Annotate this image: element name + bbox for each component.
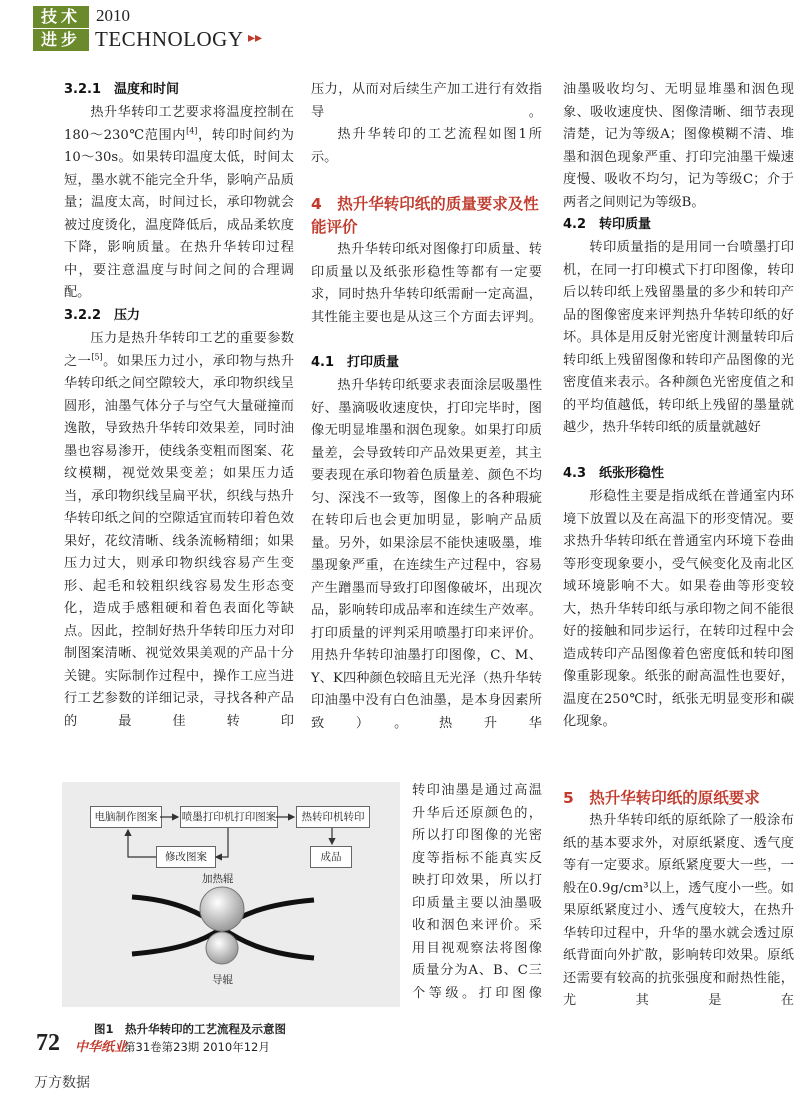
paragraph-print-quality-narrow: 转印油墨是通过高温升华后还原颜色的，所以打印图像的光密度等指标不能真实反映打印效果，所以打印质量主要以油墨吸收和洇色来评价。采用目视观察法将图像质量分为A、B、C三个等级。打印图像 <box>412 783 542 1001</box>
subheading-3-2-2: 3.2.2 压力 <box>64 308 141 323</box>
section-heading-4: 4 热升华转印纸的质量要求及性能评价 <box>311 195 539 236</box>
paragraph-pressure: 压力是热升华转印工艺的重要参数之一[5]。如果压力过小，承印物与热升华转印纸之间空隙较大，承印物织线呈圆形，油墨气体分子与空气大量碰撞而逸散，导致热升华转印效果差，同时油墨也容易渗开，使线条变粗而图案、花纹模糊，视觉效果变差；如果压力适当，承印物织线呈扁平状，织线与热升华转印纸之间的空隙适宜而转印着色效果好，花纹清晰、线条流畅精细；如果压力过大，则承印物织线容易产生变形、起毛和较粗织线容易发生形态变化，造成手感粗硬和着色表面化等缺点。因此，控制好热升华转印压力对印制图案清晰、视觉效果美观的产品十分关键。实际制作过程中，操作工应当进行工艺参数的详细记录，寻找各种产品的最佳转印 <box>64 331 295 729</box>
paragraph-pressure-cont: 压力，从而对后续生产加工进行有效指导。 <box>311 82 542 120</box>
subheading-4-2: 4.2 转印质量 <box>563 217 652 232</box>
paragraph-base-paper: 热升华转印纸的原纸除了一般涂布纸的基本要求外，对原纸紧度、透气度等有一定要求。原纸紧度要大一些，一般在0.9g/cm³以上，透气度小一些。如果原纸紧度过小、透气度较大，在热升华转印过程中，升华的墨水就会透过原纸背面向外扩散，影响转印效果。原纸还需要有较高的抗张强度和耐热性能，尤其是在 <box>563 813 794 1008</box>
flow-box-printer: 喷墨打印机打印图案 <box>180 806 278 828</box>
heat-roller-icon <box>200 887 244 931</box>
double-arrow-icon: ▸▸ <box>248 30 263 46</box>
paragraph-section-4: 热升华转印纸对图像打印质量、转印质量以及纸张形稳性等都有一定要求，同时热升华转印纸需耐一定高温，其性能主要也是从这三个方面去评判。 <box>311 242 542 325</box>
header-title: TECHNOLOGY <box>95 27 244 51</box>
journal-logo: 中华纸业 <box>75 1040 128 1055</box>
header-year: 2010 <box>96 6 130 25</box>
flow-box-transfer: 热转印机转印 <box>296 806 370 828</box>
paragraph-flow-ref: 热升华转印的工艺流程如图1所示。 <box>311 127 542 165</box>
issue-info: 第31卷第23期 2010年12月 <box>124 1040 270 1054</box>
watermark: 万方数据 <box>34 1075 90 1091</box>
guide-roller-icon <box>206 932 238 964</box>
figure-1-caption: 图1 热升华转印的工艺流程及示意图 <box>94 1022 286 1036</box>
label-heat-roller: 加热辊 <box>202 873 234 885</box>
flow-box-product: 成品 <box>310 846 352 868</box>
subheading-3-2-1: 3.2.1 温度和时间 <box>64 82 180 97</box>
section-heading-5: 5 热升华转印纸的原纸要求 <box>563 789 760 807</box>
paragraph-temperature: 热升华转印工艺要求将温度控制在180～230℃范围内[4]，转印时间约为10～30s。如果转印温度太低，时间太短，墨水就不能完全升华，影响产品质量；温度太高，时间过长，承印物就会被过度烫化，温度降低后，成品柔软度下降，影响质量。在热升华转印过程中，要注意温度与时间之间的合理调配。 <box>64 105 294 300</box>
section-tag-bottom: 进步 <box>33 29 89 51</box>
paragraph-dimensional-stability: 形稳性主要是指成纸在普通室内环境下放置以及在高温下的形变情况。要求热升华转印纸在普通室内环境下卷曲等形变现象要小，受气候变化及南北区域环境影响不大。如果卷曲等形变较大，热升华转印纸与承印物之间不能很好的接触和同步运行，在转印过程中会造成转印产品图像着色密度低和转印图像重影现象。纸张的耐高温性也要好，温度在250℃时，纸张无明显变形和碳化现象。 <box>563 489 794 729</box>
subheading-4-1: 4.1 打印质量 <box>311 355 400 370</box>
flow-box-modify: 修改图案 <box>156 846 216 868</box>
paragraph-print-quality: 热升华转印纸要求表面涂层吸墨性好、墨滴吸收速度快，打印完毕时，图像无明显堆墨和洇色现象。如果打印质量差，会导致转印产品效果更差，其主要表现在承印物着色质量差、颜色不均匀、深浅不一致等，图像上的各种瑕疵在转印后也会更加明显，影响产品质量。另外，如果涂层不能快速吸墨，堆墨现象严重，在连续生产过程中，容易产生蹭墨而导致打印图像破坏，出现次品，影响转印成品率和连续生产效率。打印质量的评判采用喷墨打印来评价。用热升华转印油墨打印图像，C、M、Y、K四种颜色较暗且无光泽（热升华转印油墨中没有白色油墨，是本身因素所致）。热升华 <box>311 378 542 731</box>
section-tag-top: 技术 <box>33 6 89 28</box>
paragraph-grading: 油墨吸收均匀、无明显堆墨和洇色现象、吸收速度快、图像清晰、细节表现清楚，记为等级A；图像模糊不清、堆墨和洇色现象严重、打印完油墨干燥速度慢、吸收不均匀，记为等级C；介于两者之间则记为等级B。 <box>563 82 794 210</box>
subheading-4-3: 4.3 纸张形稳性 <box>563 466 665 481</box>
page-number: 72 <box>36 1030 60 1056</box>
label-guide-roller: 导辊 <box>212 974 233 986</box>
flow-box-computer: 电脑制作图案 <box>90 806 162 828</box>
figure-1 <box>62 782 400 1007</box>
paragraph-transfer-quality: 转印质量指的是用同一台喷墨打印机，在同一打印模式下打印图像，转印后以转印纸上残留墨量的多少和转印产品的图像密度来评判热升华转印纸的好坏。具体是用反射光密度计测量转印后转印纸上残留图像和转印产品图像的光密度值来表示。各种颜色光密度值之和的平均值越低，转印纸上残留的墨量就越少，热升华转印纸的质量就越好 <box>563 240 794 435</box>
